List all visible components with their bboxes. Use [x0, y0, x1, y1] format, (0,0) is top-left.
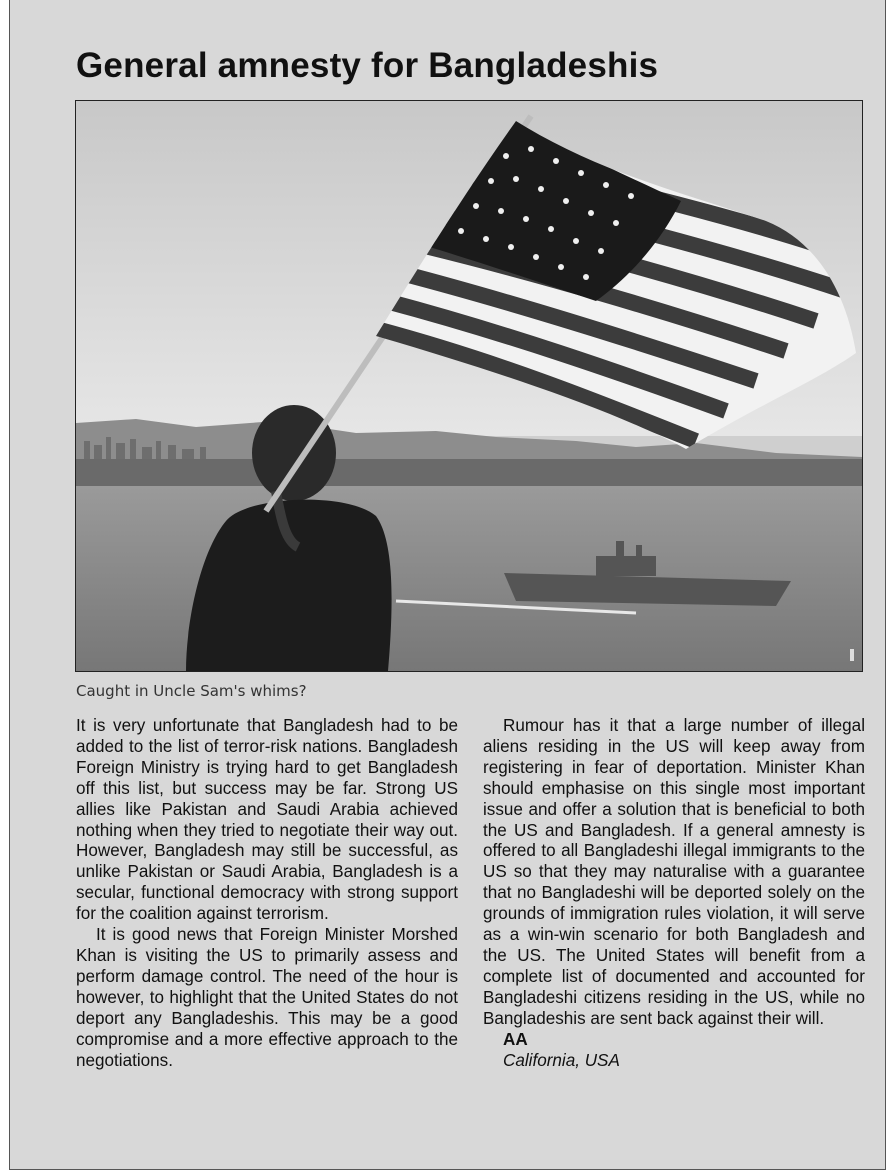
article-column-left — [76, 716, 458, 1071]
article-photo — [75, 100, 863, 672]
buoy-shape — [850, 649, 854, 661]
paragraph: It is good news that Foreign Minister Morshed Khan is visiting the US to primarily assess and perform damage control. The need of the hour is however, to highlight that the United States do not deport any Bangladeshis. This may be a good compromise and a more effective approach to the negotiations. — [76, 925, 458, 1070]
page-title: General amnesty for Bangladeshis — [76, 46, 659, 85]
article-column-right — [483, 716, 865, 1071]
shoreline-shape — [76, 459, 862, 489]
author-initials: AA — [503, 1029, 528, 1049]
paragraph: It is very unfortunate that Bangladesh had to be added to the list of terror-risk nations. Bangladesh Foreign Ministry is trying hard to get Bangladesh off this list, but success may be far. Strong US allies like Pakistan and Saudi Arabia achieved nothing when they tried to negotiate their way out. However, Bangladesh may still be successful, as unlike Pakistan or Saudi Arabia, Bangladesh is a secular, functional democracy with strong support for the coalition against terrorism. — [76, 716, 458, 924]
photo-illustration — [76, 101, 862, 671]
article-page — [9, 0, 886, 1170]
author-location: California, USA — [503, 1050, 620, 1070]
paragraph: Rumour has it that a large number of illegal aliens residing in the US will keep away from registering in fear of deportation. Minister Khan should emphasise on this single most important issue and offer a solution that is beneficial to both the US and Bangladesh. If a general amnesty is offered to all Bangladeshi illegal immigrants to the US so that they may naturalise with a guarantee that no Bangladeshi will be deported solely on the grounds of immigration rules violation, it will serve as a win-win scenario for both Bangladesh and the US. The United States will benefit from a complete list of documented and accounted for Bangladeshi citizens residing in the US, while no Bangladeshis are sent back against their will. — [483, 716, 865, 1028]
photo-caption: Caught in Uncle Sam's whims? — [76, 682, 307, 700]
